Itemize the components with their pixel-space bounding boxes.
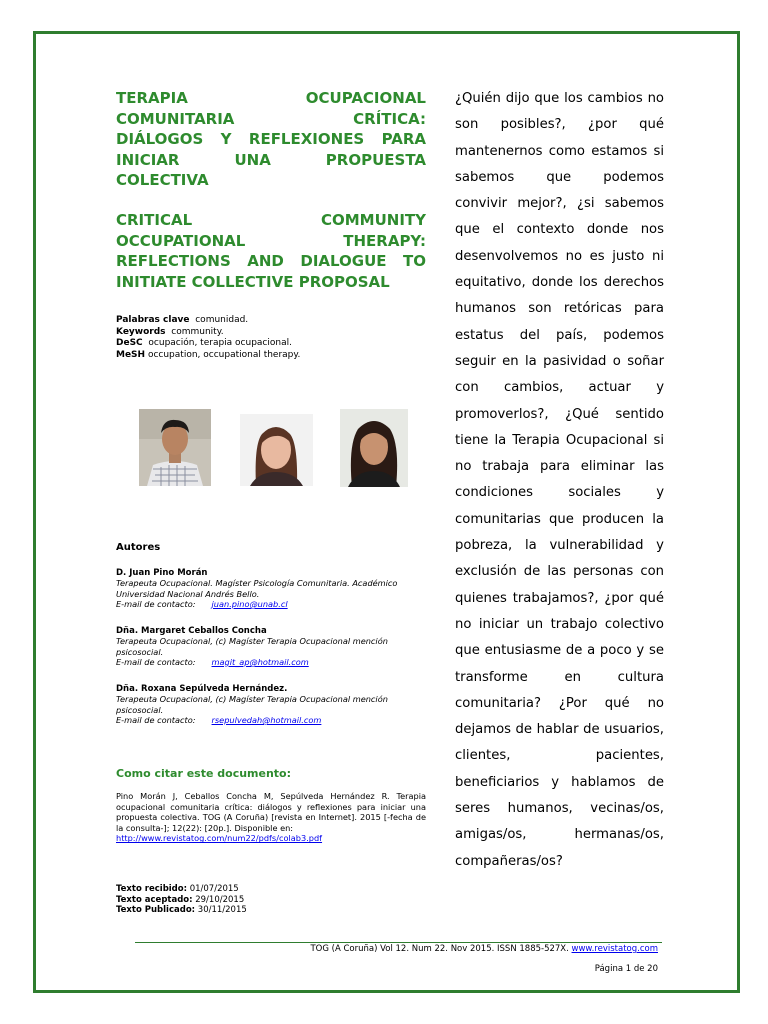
author-email-link[interactable]: magit_ap@hotmail.com bbox=[211, 656, 309, 667]
title-es-line: DIÁLOGOS Y REFLEXIONES PARA bbox=[116, 130, 426, 148]
title-en-line: CRITICAL COMMUNITY bbox=[116, 211, 426, 229]
author-entry bbox=[116, 626, 434, 667]
date-row bbox=[116, 905, 247, 916]
author-entry bbox=[116, 568, 434, 609]
author-email-row bbox=[116, 599, 434, 609]
date-label: Texto recibido: bbox=[116, 884, 188, 894]
cite-body bbox=[116, 791, 426, 844]
keyword-value: community. bbox=[171, 326, 224, 337]
footer-link[interactable]: www.revistatog.com bbox=[571, 944, 658, 954]
title-en-line: REFLECTIONS AND DIALOGUE TO bbox=[116, 252, 426, 270]
author-entry bbox=[116, 684, 434, 725]
author-email-row bbox=[116, 657, 434, 667]
cite-link[interactable]: http://www.revistatog.com/num22/pdfs/colab3.pdf bbox=[116, 833, 323, 844]
authors-heading: Autores bbox=[116, 542, 161, 553]
date-row bbox=[116, 884, 247, 895]
keyword-value: comunidad. bbox=[195, 315, 249, 325]
body-paragraph: ¿Quién dijo que los cambios no son posibles?, ¿por qué mantenernos como estamos si sabemos que podemos convivir mejor?, ¿si sabemos que el contexto donde nos desenvolvemos no es justo ni equitativo, donde los derechos humanos son retóricas para estatus del país, podemos seguir en la pasividad o soñar con cambios, actuar y promoverlos?, ¿Qué sentido tiene la Terapia Ocupacional si no trabaja para eliminar las condiciones sociales y comunitarias que producen la pobreza, la vulnerabilidad y exclusión de las personas con quienes trabajamos?, ¿por qué no iniciar un trabajo colectivo que entusiasme de a poco y se transforme en cultura comunitaria? ¿Por qué no dejamos de hablar de usuarios, clientes, pacientes, beneficiarios y hablamos de seres humanos, vecinas/os, amigas/os, hermanas/os, compañeras/os? bbox=[455, 91, 664, 869]
author-name: D. Juan Pino Morán bbox=[116, 568, 208, 578]
title-es-line: TERAPIA OCUPACIONAL bbox=[116, 89, 426, 107]
title-es-line: COMUNITARIA CRÍTICA: bbox=[116, 109, 426, 128]
title-es-line: INICIAR UNA PROPUESTA bbox=[116, 150, 426, 169]
date-label: Texto Publicado: bbox=[116, 905, 196, 915]
author-role: Terapeuta Ocupacional, (c) Magíster Terapia Ocupacional mención psicosocial. bbox=[116, 694, 388, 715]
author-photo-roxana bbox=[340, 409, 408, 487]
footer-citation bbox=[310, 944, 658, 954]
title-en-line: INITIATE COLLECTIVE PROPOSAL bbox=[116, 272, 390, 291]
author-name: Dña. Margaret Ceballos Concha bbox=[116, 626, 267, 636]
keyword-row bbox=[116, 338, 436, 350]
keyword-label: DeSC bbox=[116, 338, 143, 348]
keyword-row bbox=[116, 350, 436, 362]
title-english bbox=[116, 210, 426, 292]
email-label: E-mail de contacto: bbox=[116, 656, 196, 667]
page-number: Página 1 de 20 bbox=[594, 964, 658, 974]
date-value: 30/11/2015 bbox=[197, 905, 247, 915]
cite-text: Pino Morán J, Ceballos Concha M, Sepúlveda Hernández R. Terapia ocupacional comunitaria crítica: diálogos y reflexiones para iniciar una propuesta colectiva. TOG (A Coruña) [revista en Internet]. 2015 [-fecha de la consulta-]; 12(22): [20p.]. Disponible en: bbox=[116, 791, 426, 833]
author-role: Terapeuta Ocupacional. Magíster Psicología Comunitaria. Académico Universidad Nacional Andrés Bello. bbox=[116, 578, 398, 599]
keyword-label: MeSH bbox=[116, 349, 146, 360]
author-photo-juan bbox=[139, 409, 211, 486]
title-es-line: COLECTIVA bbox=[116, 171, 209, 189]
author-name: Dña. Roxana Sepúlveda Hernández. bbox=[116, 684, 288, 694]
date-value: 29/10/2015 bbox=[195, 894, 245, 905]
date-row bbox=[116, 895, 247, 906]
footer-rule bbox=[135, 942, 662, 943]
keyword-label: Keywords bbox=[116, 326, 166, 337]
footer-journal-text: TOG (A Coruña) Vol 12. Num 22. Nov 2015. ISSN 1885-527X. bbox=[310, 944, 569, 954]
keyword-label: Palabras clave bbox=[116, 315, 190, 325]
keywords-block bbox=[116, 315, 436, 361]
keyword-row bbox=[116, 327, 436, 339]
author-role: Terapeuta Ocupacional, (c) Magíster Terapia Ocupacional mención psicosocial. bbox=[116, 636, 388, 657]
author-photo-margaret bbox=[240, 414, 313, 486]
author-email-row bbox=[116, 715, 434, 725]
date-value: 01/07/2015 bbox=[189, 884, 239, 894]
cite-heading: Como citar este documento: bbox=[116, 767, 292, 780]
title-spanish bbox=[116, 88, 426, 191]
title-en-line: OCCUPATIONAL THERAPY: bbox=[116, 231, 426, 250]
keyword-value: ocupación, terapia ocupacional. bbox=[148, 338, 292, 348]
keyword-value: occupation, occupational therapy. bbox=[147, 349, 301, 360]
date-label: Texto aceptado: bbox=[116, 894, 193, 905]
dates-block bbox=[116, 884, 247, 916]
author-email-link[interactable]: rsepulvedah@hotmail.com bbox=[211, 714, 322, 725]
keyword-row bbox=[116, 315, 436, 327]
email-label: E-mail de contacto: bbox=[116, 714, 196, 725]
email-label: E-mail de contacto: bbox=[116, 598, 196, 609]
author-email-link[interactable]: juan.pino@unab.cl bbox=[211, 598, 288, 609]
